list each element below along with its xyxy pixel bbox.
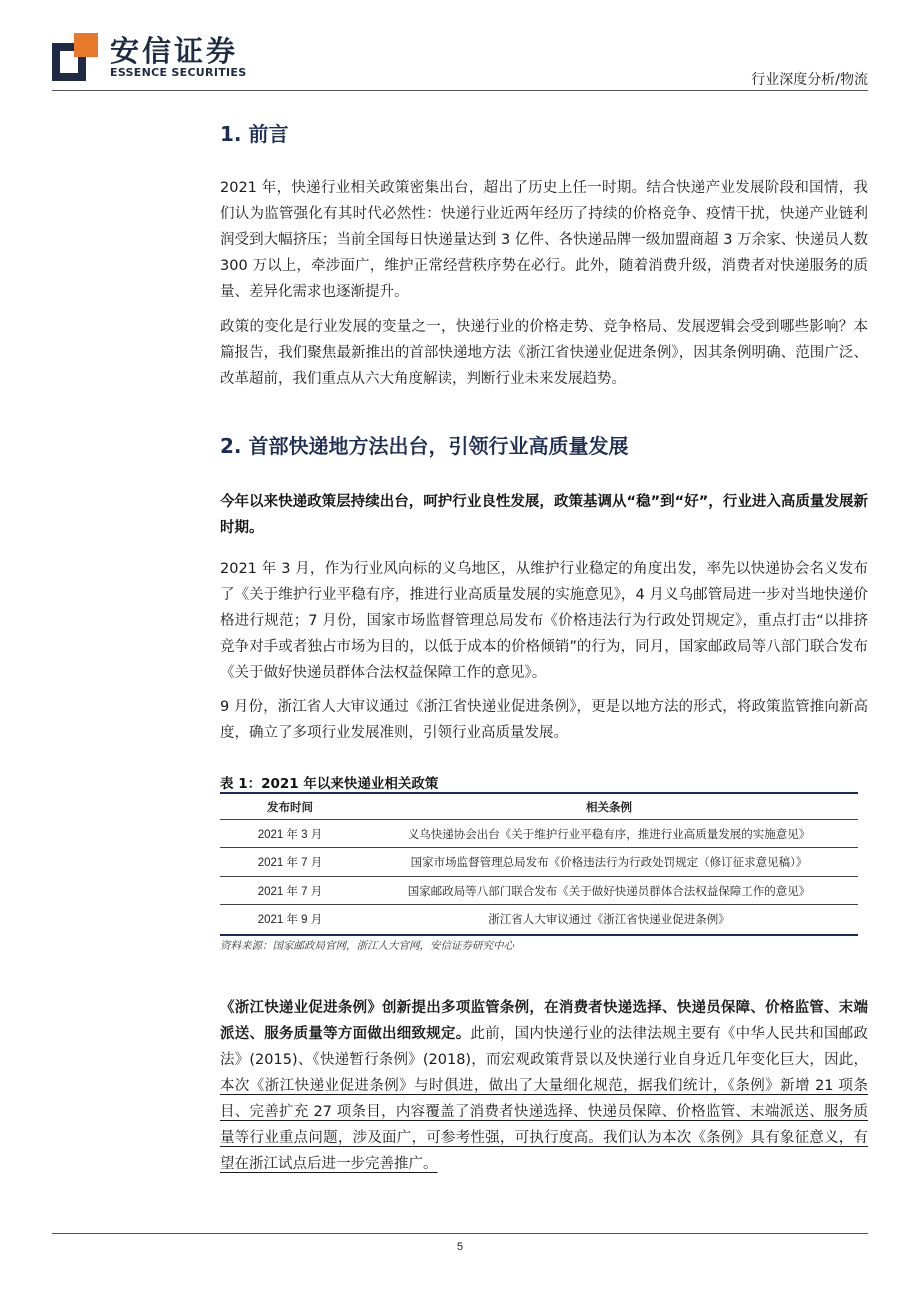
table-title: 表 1：2021 年以来快递业相关政策 bbox=[220, 776, 439, 792]
table-row-text: 国家邮政局等八部门联合发布《关于做好快递员群体合法权益保障工作的意见》 bbox=[407, 884, 811, 898]
table-bottom-rule bbox=[220, 934, 858, 936]
section-3-plain-text: 此前，国内快递行业的法律法规主要有《中华人民共和国邮政法》(2015)、《快递暂行条例》(2018)，而宏观政策背景以及快递行业自身近几年变化巨大，因此， bbox=[220, 1026, 868, 1068]
table-row-date: 2021 年 7 月 bbox=[257, 857, 323, 869]
section-3-paragraph bbox=[220, 995, 868, 1177]
logo-chinese-name: 安信证券 bbox=[110, 34, 239, 68]
section-1-paragraph-1: 2021 年，快递行业相关政策密集出台，超出了历史上任一时期。结合快递产业发展阶段和国情，我们认为监管强化有其时代必然性：快递行业近两年经历了持续的价格竞争、疫情干扰，快递产业链利润受到大幅挤压；当前全国每日快递量达到 3 亿件、各快递品牌一级加盟商超 3 万余家、快递员人数 300 万以上，牵涉面广，维护正常经营秩序势在必行。此外，随着消费升级，消费者对快递服务的质量、差异化需求也逐渐提升。 bbox=[220, 180, 868, 300]
logo-english-name: ESSENCE SECURITIES bbox=[110, 66, 247, 79]
essence-logo-icon bbox=[52, 33, 98, 81]
table-row-date: 2021 年 9 月 bbox=[257, 914, 323, 926]
table-divider bbox=[220, 847, 858, 848]
table-row-text: 浙江省人大审议通过《浙江省快递业促进条例》 bbox=[488, 912, 730, 926]
table-row-date: 2021 年 7 月 bbox=[257, 886, 323, 898]
table-header-date: 发布时间 bbox=[267, 800, 313, 814]
table-source-note: 资料来源：国家邮政局官网，浙江人大官网，安信证券研究中心 bbox=[220, 940, 514, 952]
section-1-title: 1. 前言 bbox=[220, 122, 289, 146]
table-row-date: 2021 年 3 月 bbox=[257, 829, 323, 841]
section-2-paragraph-1: 2021 年 3 月，作为行业风向标的义乌地区，从维护行业稳定的角度出发，率先以快递协会名义发布了《关于维护行业平稳有序，推进行业高质量发展的实施意见》，4 月义乌邮管局进一步对当地快递价格进行规范；7 月份，国家市场监督管理总局发布《价格违法行为行政处罚规定》，重点打击“以排挤竞争对手或者独占市场为目的，以低于成本的价格倾销”的行为，同月，国家邮政局等八部门联合发布《关于做好快递员群体合法权益保障工作的意见》。 bbox=[220, 561, 868, 681]
section-1-paragraph-2: 政策的变化是行业发展的变量之一，快递行业的价格走势、竞争格局、发展逻辑会受到哪些影响？本篇报告，我们聚焦最新推出的首部快递地方法《浙江省快递业促进条例》，因其条例明确、范围广泛、改革超前，我们重点从六大角度解读，判断行业未来发展趋势。 bbox=[220, 319, 868, 387]
section-3-underlined-text: 本次《浙江快递业促进条例》与时俱进，做出了大量细化规范，据我们统计，《条例》新增 21 项条目、完善扩充 27 项条目，内容覆盖了消费者快递选择、快递员保障、价格监管、末端派送、服务质量等行业重点问题，涉及面广，可参考性强，可执行度高。我们认为本次《条例》具有象征意义，有望在浙江试点后进一步完善推广。 bbox=[220, 1078, 868, 1172]
section-2-lead: 今年以来快递政策层持续出台，呵护行业良性发展，政策基调从“稳”到“好”，行业进入高质量发展新时期。 bbox=[220, 494, 868, 536]
footer-divider bbox=[52, 1233, 868, 1234]
section-2-title: 2. 首部快递地方法出台，引领行业高质量发展 bbox=[220, 434, 629, 458]
table-row-text: 国家市场监督管理总局发布《价格违法行为行政处罚规定（修订征求意见稿）》 bbox=[410, 855, 808, 869]
table-divider bbox=[220, 904, 858, 905]
table-row-text: 义乌快递协会出台《关于维护行业平稳有序，推进行业高质量发展的实施意见》 bbox=[407, 827, 811, 841]
page-number: 5 bbox=[456, 1241, 464, 1253]
header-divider bbox=[52, 90, 868, 91]
section-2-paragraph-2: 9 月份，浙江省人大审议通过《浙江省快递业促进条例》，更是以地方法的形式，将政策监管推向新高度，确立了多项行业发展准则，引领行业高质量发展。 bbox=[220, 699, 868, 741]
table-divider bbox=[220, 819, 858, 820]
section-3-lead-bold: 《浙江快递业促进条例》创新提出多项监管条例，在消费者快递选择、快递员保障、价格监管、末端派送、服务质量等方面做出细致规定。 bbox=[220, 1000, 868, 1042]
table-header-policy: 相关条例 bbox=[586, 800, 632, 814]
table-top-rule bbox=[220, 792, 858, 794]
report-type-label: 行业深度分析/物流 bbox=[751, 72, 868, 88]
table-divider bbox=[220, 876, 858, 877]
